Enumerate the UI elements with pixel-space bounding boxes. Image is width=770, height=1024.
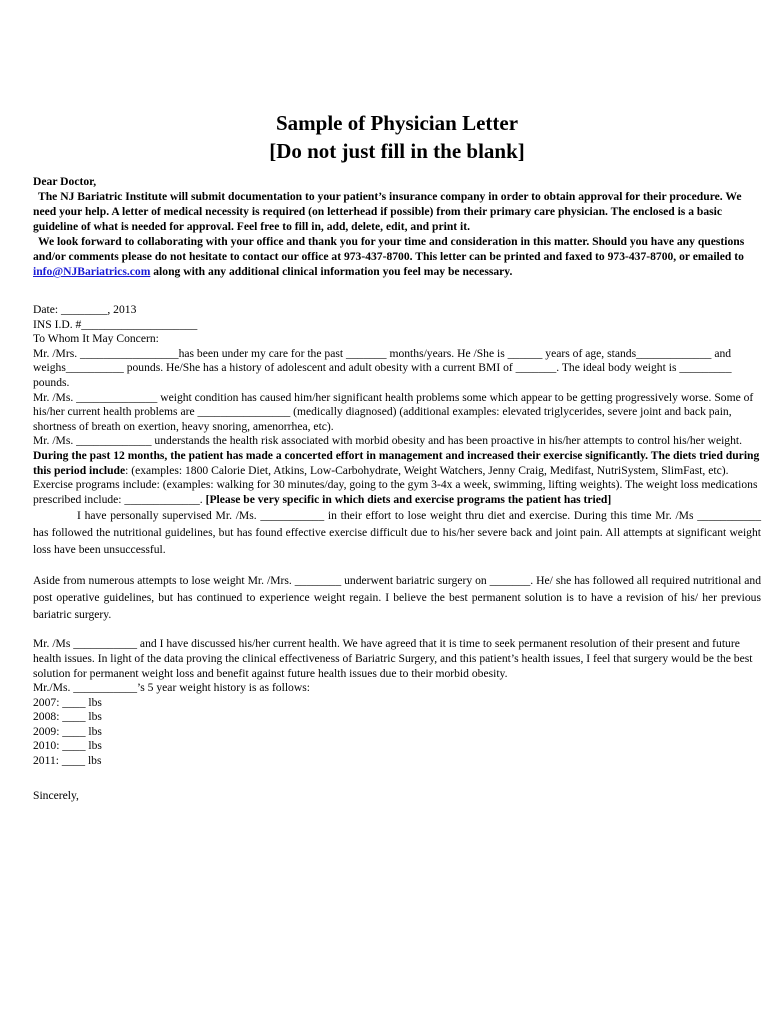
document-page <box>33 0 761 1024</box>
title-line-1: Sample of Physician Letter <box>275 111 519 135</box>
to-whom-line: To Whom It May Concern: <box>33 332 159 346</box>
supervision-paragraph: I have personally supervised Mr. /Ms. ___________ in their effort to lose weight thru diet and exercise. During this time Mr. /Ms ___________ has followed the nutritional guidelines, but has found effective exercise difficult due to his/her severe back and joint pain. All attempts at significant weight loss have been unsuccessful. <box>33 509 761 557</box>
title-line-2: [Do not just fill in the blank] <box>269 139 525 163</box>
contact-text-start: We look forward to collaborating with your office and thank you for your time and consideration in this matter. Should you have any questions and/or comments please do not hesitate to contact our office at 973-437-8700. This letter can be printed and faxed to 973-437-8700, or emailed to <box>33 235 745 263</box>
instructions-paragraph-2 <box>33 234 761 279</box>
attempts-text-bold-2: [Please be very specific in which diets and exercise programs the patient has tried] <box>205 492 612 506</box>
document-title <box>33 109 761 165</box>
weight-history-item: 2010: ____ lbs <box>33 739 102 753</box>
attempts-text-1: Mr. /Ms. _____________ understands the health risk associated with morbid obesity and has been proactive in his/her attempts to control his/her weight. <box>33 434 743 448</box>
letter-body <box>33 303 761 803</box>
weight-history-item: 2007: ____ lbs <box>33 695 102 709</box>
email-link[interactable]: info@NJBariatrics.com <box>33 265 151 278</box>
resolution-paragraph: Mr. /Ms ___________ and I have discussed his/her current health. We have agreed that it is time to seek permanent resolution of their present and future health issues. In light of the data proving the clinical effectiveness of Bariatric Surgery, and this patient’s health issues, I feel that surgery would be the best solution for permanent weight loss and benefit against future health issues due to their morbid obesity. <box>33 637 753 680</box>
contact-text-end: along with any additional clinical information you feel may be necessary. <box>150 265 513 278</box>
weight-attempts-paragraph <box>33 434 761 507</box>
insurance-id-line: INS I.D. #____________________ <box>33 317 198 331</box>
weight-history-item: 2008: ____ lbs <box>33 710 102 724</box>
weight-history-intro: Mr./Ms. ___________’s 5 year weight history is as follows: <box>33 681 310 695</box>
revision-surgery-paragraph: Aside from numerous attempts to lose weight Mr. /Mrs. ________ underwent bariatric surgery on _______. He/ she has followed all required nutritional and post operative guidelines, but has continued to experience weight regain. I believe the best permanent solution is to have a revision of his/ her previous bariatric surgery. <box>33 574 761 622</box>
attempts-text-bold-1: During the past 12 months, the patient has made a concerted effort in management and increased their exercise significantly. The diets tried during this period include <box>33 448 760 477</box>
salutation: Dear Doctor, <box>33 175 97 188</box>
instructions-paragraph-1: The NJ Bariatric Institute will submit documentation to your patient’s insurance company in order to obtain approval for their procedure. We need your help. A letter of medical necessity is required (on letterhead if possible) from their primary care physician. The enclosed is a basic guideline of what is needed for approval. Feel free to fill in, add, delete, edit, and print it. <box>33 190 742 233</box>
weight-history-item: 2009: ____ lbs <box>33 724 102 738</box>
closing-line: Sincerely, <box>33 788 79 802</box>
attempts-text-2: : (examples: 1800 Calorie Diet, Atkins, Low-Carbohydrate, Weight Watchers, Jenny Craig, Medifast, NutriSystem, SlimFast, etc). Exercise programs include: (examples: walking for 30 minutes/day, going to the gym 3-4x a week, swimming, lifting weights). The weight loss medications prescribed include: _____________. <box>33 463 758 506</box>
instructions-block <box>33 174 761 279</box>
weight-history-item: 2011: ____ lbs <box>33 754 102 768</box>
patient-history-paragraph: Mr. /Mrs. _________________has been under my care for the past _______ months/years. He /She is ______ years of age, stands_____________ and weighs__________ pounds. He/She has a history of adolescent and adult obesity with a current BMI of _______. The ideal body weight is _________ pounds. <box>33 346 732 389</box>
health-problems-paragraph: Mr. /Ms. ______________ weight condition has caused him/her significant health problems some which appear to be getting progressively worse. Some of his/her current health problems are ________________ (medically diagnosed) (additional examples: elevated triglycerides, severe joint and back pain, shortness of breath on exertion, heavy snoring, amenorrhea, etc). <box>33 390 754 433</box>
weight-history-list <box>33 696 761 769</box>
date-line: Date: ________, 2013 <box>33 303 137 316</box>
